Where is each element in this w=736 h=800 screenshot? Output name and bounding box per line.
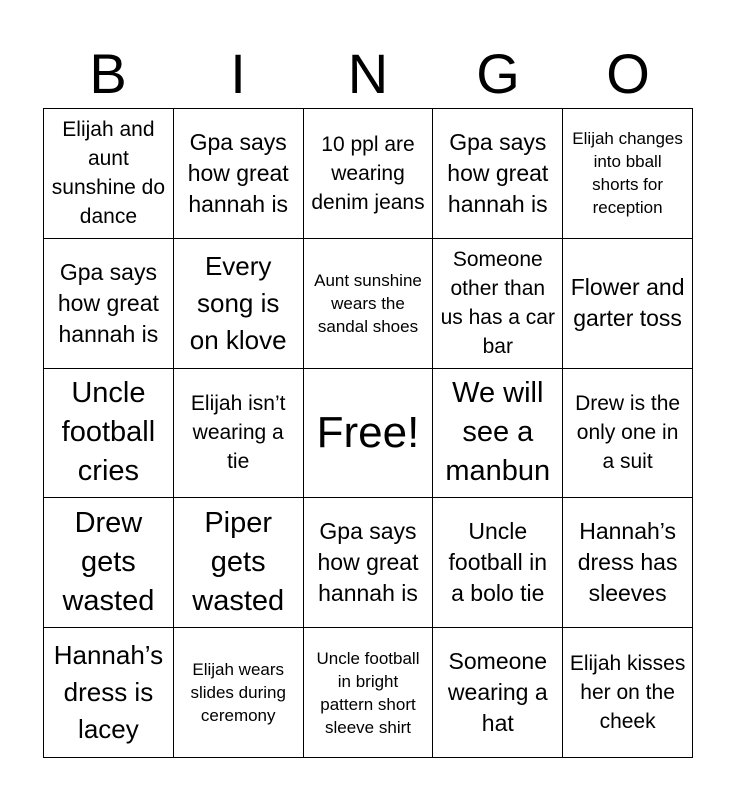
cell-text: Elijah changes into bball shorts for reception — [572, 129, 683, 218]
bingo-cell-r1c5[interactable] — [563, 109, 693, 239]
cell-text: Elijah wears slides during ceremony — [190, 660, 286, 726]
cell-text: Flower and garter toss — [570, 274, 685, 332]
cell-text: Elijah kisses her on the cheek — [569, 652, 686, 734]
header-letter-g: G — [476, 42, 520, 105]
bingo-cell-r5c3[interactable] — [304, 628, 434, 758]
cell-text: Someone wearing a hat — [447, 648, 548, 737]
cell-text: Elijah and aunt sunshine do dance — [51, 118, 166, 229]
bingo-cell-r2c2[interactable] — [174, 239, 304, 369]
bingo-cell-r3c2[interactable] — [174, 369, 304, 499]
bingo-cell-r3c1[interactable] — [44, 369, 174, 499]
bingo-cell-free[interactable] — [304, 369, 434, 499]
bingo-cell-r4c5[interactable] — [563, 498, 693, 628]
cell-text: 10 ppl are wearing denim jeans — [311, 132, 425, 214]
bingo-cell-r2c5[interactable] — [563, 239, 693, 369]
bingo-cell-r4c3[interactable] — [304, 498, 434, 628]
cell-text: Uncle football in bright pattern short sleeve shirt — [316, 648, 420, 737]
cell-text: Drew gets wasted — [62, 507, 155, 618]
cell-text: Elijah isn’t wearing a tie — [190, 392, 286, 474]
header-letter-i: I — [230, 42, 246, 105]
cell-text: Aunt sunshine wears the sandal shoes — [314, 270, 422, 336]
cell-text: Gpa says how great hannah is — [57, 258, 159, 347]
cell-text: Drew is the only one in a suit — [575, 392, 681, 474]
header-letter-b: B — [89, 42, 127, 105]
bingo-cell-r2c4[interactable] — [433, 239, 563, 369]
cell-text: Uncle football cries — [61, 377, 156, 488]
cell-text: Uncle football in a bolo tie — [448, 518, 548, 607]
bingo-cell-r1c2[interactable] — [174, 109, 304, 239]
bingo-cell-r5c1[interactable] — [44, 628, 174, 758]
bingo-cell-r3c4[interactable] — [433, 369, 563, 499]
bingo-cell-r4c2[interactable] — [174, 498, 304, 628]
free-space-label: Free! — [316, 407, 420, 457]
bingo-cell-r4c1[interactable] — [44, 498, 174, 628]
cell-text: Hannah’s dress has sleeves — [577, 518, 678, 607]
cell-text: Every song is on klove — [189, 250, 287, 355]
bingo-cell-r2c1[interactable] — [44, 239, 174, 369]
cell-text: Someone other than us has a car bar — [440, 248, 555, 359]
cell-text: Piper gets wasted — [192, 507, 285, 618]
bingo-cell-r2c3[interactable] — [304, 239, 434, 369]
header-letter-o: O — [606, 42, 650, 105]
cell-text: Gpa says how great hannah is — [447, 128, 549, 217]
cell-text: Gpa says how great hannah is — [187, 128, 289, 217]
bingo-cell-r1c4[interactable] — [433, 109, 563, 239]
bingo-cell-r5c5[interactable] — [563, 628, 693, 758]
bingo-cell-r1c3[interactable] — [304, 109, 434, 239]
header-letter-n: N — [347, 42, 389, 105]
bingo-cell-r5c2[interactable] — [174, 628, 304, 758]
bingo-header — [43, 40, 693, 108]
bingo-cell-r3c5[interactable] — [563, 369, 693, 499]
cell-text: Gpa says how great hannah is — [317, 518, 419, 607]
bingo-cell-r5c4[interactable] — [433, 628, 563, 758]
bingo-cell-r1c1[interactable] — [44, 109, 174, 239]
cell-text: We will see a manbun — [445, 377, 551, 488]
bingo-cell-r4c4[interactable] — [433, 498, 563, 628]
cell-text: Hannah’s dress is lacey — [53, 640, 164, 745]
bingo-board — [43, 108, 693, 758]
